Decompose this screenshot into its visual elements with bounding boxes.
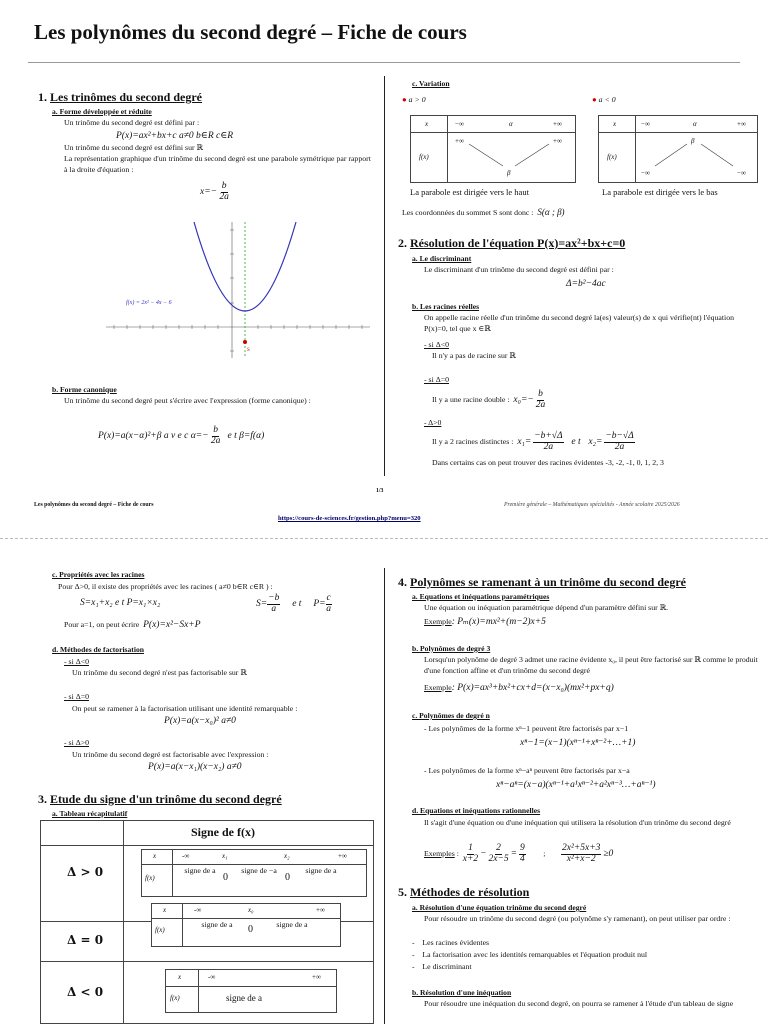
caption-down: La parabole est dirigée vers le bas bbox=[602, 187, 718, 197]
column-divider bbox=[384, 568, 385, 1024]
section-2d-heading: d. Méthodes de factorisation bbox=[52, 645, 144, 654]
row-delta-positive: Δ > 0 bbox=[67, 865, 104, 879]
rational-examples: Exemples : $\frac{1}{x+2}$ − $\frac{2}{2x-5}$ = $\frac{9}{4}$ ; $\frac{\text{2x²+5x+3}}{\text{x²+x−2}}$ ≥0 bbox=[424, 843, 614, 864]
discriminant-formula: Δ=b²−4ac bbox=[566, 279, 606, 289]
text: Pour résoudre un trinôme du second degré (ou polynôme s'y ramenant), on peut utiliser par ordre : bbox=[424, 914, 731, 923]
row-delta-negative: Δ < 0 bbox=[67, 985, 104, 999]
text: - Les polynômes de la forme xⁿ−aⁿ peuvent être factorisés par x−a bbox=[424, 766, 630, 775]
text: - Les polynômes de la forme xⁿ−1 peuvent être factorisés par x−1 bbox=[424, 724, 629, 733]
list-item: - Le discriminant bbox=[412, 962, 472, 971]
text: Pour Δ>0, il existe des propriétés avec les racines ( a≠0 b∈R c∈R ) : bbox=[58, 582, 273, 591]
case-a-positive: ● a > 0 bbox=[402, 95, 426, 104]
section-4-heading: 4. Polynômes se ramenant à un trinôme du second degré bbox=[398, 575, 686, 589]
section-4c-heading: c. Polynômes de degré n bbox=[412, 711, 490, 720]
text: On appelle racine réelle d'un trinôme du second degré la(es) valeur(s) de x qui vérifie(nt) l'équation P(x)=0, tel que x ∈ℝ bbox=[424, 313, 735, 333]
course-link[interactable]: https://cours-de-sciences.fr/gestion.php?menu=320 bbox=[278, 515, 421, 522]
section-2a-heading: a. Le discriminant bbox=[412, 254, 472, 263]
graph-function-label: f(x) = 2x² − 4x − 6 bbox=[126, 300, 172, 306]
formula: xⁿ−aⁿ=(x−a)(xⁿ⁻¹+a¹xⁿ⁻²+a²xⁿ⁻³…+aⁿ⁻¹) bbox=[496, 780, 656, 790]
section-1a-heading: a. Forme développée et réduite bbox=[52, 107, 152, 116]
case-a-negative: ● a < 0 bbox=[592, 95, 616, 104]
text: La représentation graphique d'un trinôme du second degré est une parabole symétrique par rapport à la droite d'équation : bbox=[64, 154, 371, 174]
section-5b-heading: b. Résolution d'une inéquation bbox=[412, 988, 512, 997]
section-2b-heading: b. Les racines réelles bbox=[412, 302, 480, 311]
formula: P(x)=ax²+bx+c a≠0 b∈R c∈R bbox=[116, 131, 234, 141]
case-label: - si Δ<0 bbox=[424, 340, 450, 349]
table-title: Signe de f(x) bbox=[191, 825, 255, 839]
list-item: - Les racines évidentes bbox=[412, 938, 490, 947]
vertex-label: S bbox=[247, 348, 250, 353]
section-1c-heading: c. Variation bbox=[412, 79, 450, 88]
list-item: - La factorisation avec les identités remarquables et l'équation produit nul bbox=[412, 950, 648, 959]
sum-formula: S= $\frac{-b}{a}$ e t P= $\frac{c}{a}$ bbox=[256, 593, 332, 614]
text: On peut se ramener à la factorisation utilisant une identité remarquable : bbox=[72, 704, 298, 713]
case-label: - si Δ<0 bbox=[64, 657, 90, 666]
parabola-graph bbox=[104, 218, 372, 360]
text: Un trinôme du second degré n'est pas factorisable sur ℝ bbox=[72, 668, 247, 677]
double-root: Il y a une racine double : x₀=− $\frac{b}{2a}$ bbox=[432, 389, 546, 410]
section-4a-heading: a. Equations et inéquations paramétriques bbox=[412, 592, 550, 601]
section-4b-heading: b. Polynômes de degré 3 bbox=[412, 644, 491, 653]
text: Le discriminant d'un trinôme du second degré est défini par : bbox=[424, 265, 614, 274]
formula: xⁿ−1=(x−1)(xⁿ⁻¹+xⁿ⁻²+…+1) bbox=[520, 738, 636, 748]
section-2-heading: 2. Résolution de l'équation P(x)=ax²+bx+c=0 bbox=[398, 236, 626, 250]
page-number: 1/3 bbox=[376, 488, 384, 494]
sign-summary-table bbox=[40, 820, 374, 1024]
section-3a-heading: a. Tableau récapitulatif bbox=[52, 809, 128, 818]
case-label: - Δ>0 bbox=[424, 418, 442, 427]
section-1b-heading: b. Forme canonique bbox=[52, 385, 117, 394]
case-label: - si Δ>0 bbox=[64, 738, 90, 747]
text: Un trinôme du second degré est défini sur ℝ bbox=[64, 143, 203, 152]
example: Exemple: P(x)=ax³+bx²+cx+d=(x−x₀)(mx²+px+q) bbox=[424, 683, 614, 693]
text: Il n'y a pas de racine sur ℝ bbox=[432, 351, 516, 360]
variation-table-up: x −∞ α +∞ f(x) +∞ +∞ β bbox=[410, 115, 576, 183]
section-5-heading: 5. Méthodes de résolution bbox=[398, 885, 530, 899]
canonical-formula: P(x)=a(x−α)²+β a v e c α=− $\frac{b}{2a}$ e t β=f(α) bbox=[98, 425, 265, 446]
column-divider bbox=[384, 76, 385, 476]
section-5a-heading: a. Résolution d'une équation trinôme du second degré bbox=[412, 903, 587, 912]
text: Un trinôme du second degré peut s'écrire avec l'expression (forme canonique) : bbox=[64, 396, 311, 405]
section-2c-heading: c. Propriétés avec les racines bbox=[52, 570, 145, 579]
sum-product: S=x₁+x₂ e t P=x₁×x₂ bbox=[80, 598, 161, 608]
monic-text: Pour a=1, on peut écrire P(x)=x²−Sx+P bbox=[64, 620, 201, 630]
variation-table-down: x −∞ α +∞ f(x) β −∞ −∞ bbox=[598, 115, 758, 183]
page-title: Les polynômes du second degré – Fiche de cours bbox=[34, 20, 467, 44]
text: Il s'agit d'une équation ou d'une inéquation qui utilisera la résolution d'un trinôme du second degré bbox=[424, 818, 731, 827]
text: Lorsqu'un polynôme de degré 3 admet une racine évidente x₀, il peut être factorisé sur ℝ comme le produit d'une fonction affine et d'un trinôme du second degré bbox=[424, 655, 758, 675]
example: Exemple: Pₘ(x)=mx²+(m−2)x+5 bbox=[424, 617, 546, 627]
case-label: - si Δ=0 bbox=[424, 375, 450, 384]
section-4d-heading: d. Equations et inéquations rationnelles bbox=[412, 806, 541, 815]
section-1-heading: 1. Les trinômes du second degré bbox=[38, 90, 202, 104]
formula: P(x)=a(x−x₁)(x−x₂) a≠0 bbox=[148, 762, 242, 772]
sign-table-double-root: x -∞ x₀ +∞ f(x) signe de a 0 signe de a bbox=[151, 903, 341, 947]
footer-right: Première générale – Mathématiques spécialités - Année scolaire 2025/2026 bbox=[504, 502, 680, 508]
sign-table-two-roots: x -∞ x₁ x₂ +∞ f(x) signe de a 0 signe de −a 0 signe de a bbox=[141, 849, 367, 897]
row-delta-zero: Δ = 0 bbox=[67, 933, 104, 947]
axis-formula: x=− $\frac{b}{2a}$ bbox=[200, 181, 229, 202]
title-divider bbox=[28, 62, 740, 63]
text: Un trinôme du second degré est factorisable avec l'expression : bbox=[72, 750, 269, 759]
text: Une équation ou inéquation paramétrique dépend d'un paramètre défini sur ℝ. bbox=[424, 603, 669, 612]
footer-left: Les polynômes du second degré – Fiche de cours bbox=[34, 502, 154, 508]
caption-up: La parabole est dirigée vers le haut bbox=[410, 187, 529, 197]
page-break bbox=[0, 538, 768, 539]
formula: P(x)=a(x−x₀)² a≠0 bbox=[164, 716, 236, 726]
text: Pour résoudre une inéquation du second degré, on pourra se ramener à l'étude d'un tableau de signe bbox=[424, 999, 734, 1008]
sign-table-no-root: x -∞ +∞ f(x) signe de a bbox=[165, 969, 337, 1013]
two-roots: Il y a 2 racines distinctes : x₁= $\frac{-b+√\Delta}{2a}$ e t x₂= $\frac{-b-√\Delta}{2a}$ bbox=[432, 431, 634, 452]
summit-text: Les coordonnées du sommet S sont donc : S(α ; β) bbox=[402, 207, 565, 217]
text: Dans certains cas on peut trouver des racines évidentes -3, -2, -1, 0, 1, 2, 3 bbox=[432, 458, 664, 467]
text: Un trinôme du second degré est défini par : bbox=[64, 118, 200, 127]
case-label: - si Δ=0 bbox=[64, 692, 90, 701]
section-3-heading: 3. Etude du signe d'un trinôme du second degré bbox=[38, 792, 282, 806]
